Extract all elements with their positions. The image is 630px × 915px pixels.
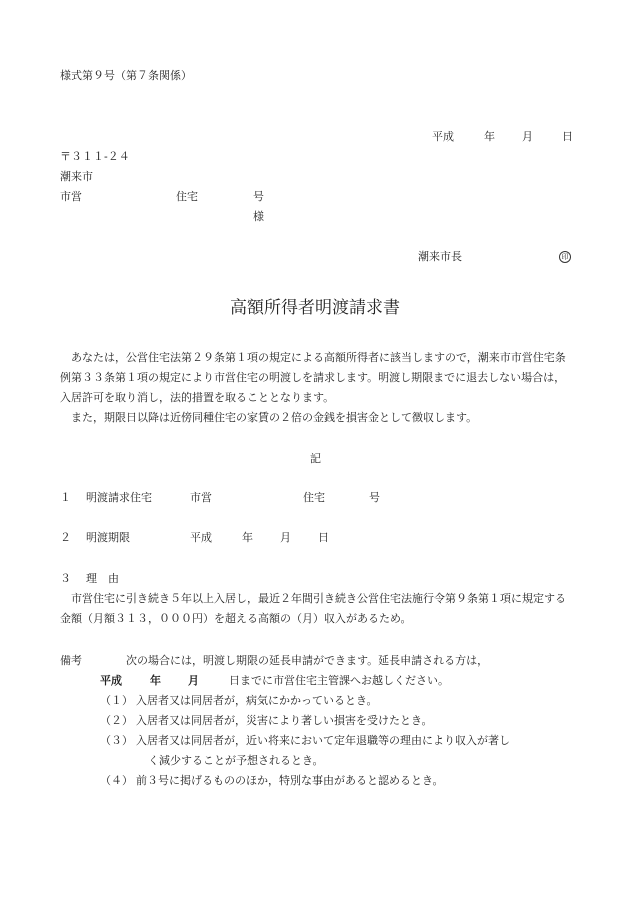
date-day: 日 [562, 130, 573, 143]
city: 潮来市 [60, 170, 93, 183]
remark-3-continuation: く減少することが予想されるとき。 [148, 754, 324, 767]
item-3-text: 市営住宅に引き続き５年以上入居し，最近２年間引き続き公営住宅法施行令第９条第１項に規定する金額（月額３１３，０００円）を超える高額の（月）収入があるため。 [60, 592, 566, 625]
item-1-number-suffix: 号 [369, 491, 380, 504]
postal-code: 〒３１１-２４ [60, 150, 130, 163]
seal-mark: 印 [559, 251, 571, 263]
honorific: 様 [253, 210, 264, 223]
remark-3-text: 入居者又は同居者が，近い将来において定年退職等の理由により収入が著し [136, 734, 510, 747]
remark-3-number: （３） [100, 734, 133, 747]
item-1-number: １ [60, 491, 71, 504]
remark-2-number: （２） [100, 714, 133, 727]
item-1-suffix: 住宅 [303, 491, 325, 504]
remark-1-text: 入居者又は同居者が，病気にかかっているとき。 [136, 694, 378, 707]
item-2-era: 平成 [190, 531, 212, 544]
remarks-deadline-year: 年 [150, 674, 161, 687]
remarks-deadline-month: 月 [188, 674, 199, 687]
item-1-label: 明渡請求住宅 [86, 491, 152, 504]
body-paragraph-2: また，期限日以降は近傍同種住宅の家賃の２倍の金銭を損害金として徴収します。 [71, 411, 478, 424]
remark-4-number: （４） [100, 774, 133, 787]
item-3-label: 理 由 [86, 572, 119, 585]
housing-prefix: 市営 [60, 190, 82, 203]
form-number: 様式第９号（第７条関係） [60, 69, 192, 82]
remark-4-text: 前３号に掲げるもののほか，特別な事由があると認めるとき。 [136, 774, 444, 787]
sender-title: 潮来市長 [418, 250, 462, 263]
body-paragraph-1: あなたは，公営住宅法第２９条第１項の規定による高額所得者に該当しますので，潮来市市営住宅条例第３３条第１項の規定により市営住宅の明渡しを請求します。明渡し期限までに退去しない場合は，入居許可を取り消し，法的措置を取ることとなります。 [60, 351, 566, 404]
date-era: 平成 [432, 130, 454, 143]
item-2-label: 明渡期限 [86, 531, 130, 544]
item-2-number: ２ [60, 531, 71, 544]
housing-suffix: 住宅 [176, 190, 198, 203]
remark-1-number: （１） [100, 694, 133, 707]
document-title: 高額所得者明渡請求書 [230, 298, 400, 318]
remarks-deadline-tail: 日までに市営住宅主管課へお越しください。 [229, 674, 449, 687]
ki-heading: 記 [310, 452, 321, 465]
date-month: 月 [522, 130, 533, 143]
item-1-prefix: 市営 [190, 491, 212, 504]
remarks-heading: 備考 [60, 654, 82, 667]
remarks-deadline-era: 平成 [100, 674, 122, 687]
item-2-month: 月 [280, 531, 291, 544]
item-3-number: ３ [60, 572, 71, 585]
remark-2-text: 入居者又は同居者が，災害により著しい損害を受けたとき。 [136, 714, 433, 727]
date-year: 年 [484, 130, 495, 143]
item-2-year: 年 [242, 531, 253, 544]
item-2-day: 日 [318, 531, 329, 544]
remarks-intro: 次の場合には，明渡し期限の延長申請ができます。延長申請される方は， [126, 654, 489, 667]
number-suffix: 号 [253, 190, 264, 203]
